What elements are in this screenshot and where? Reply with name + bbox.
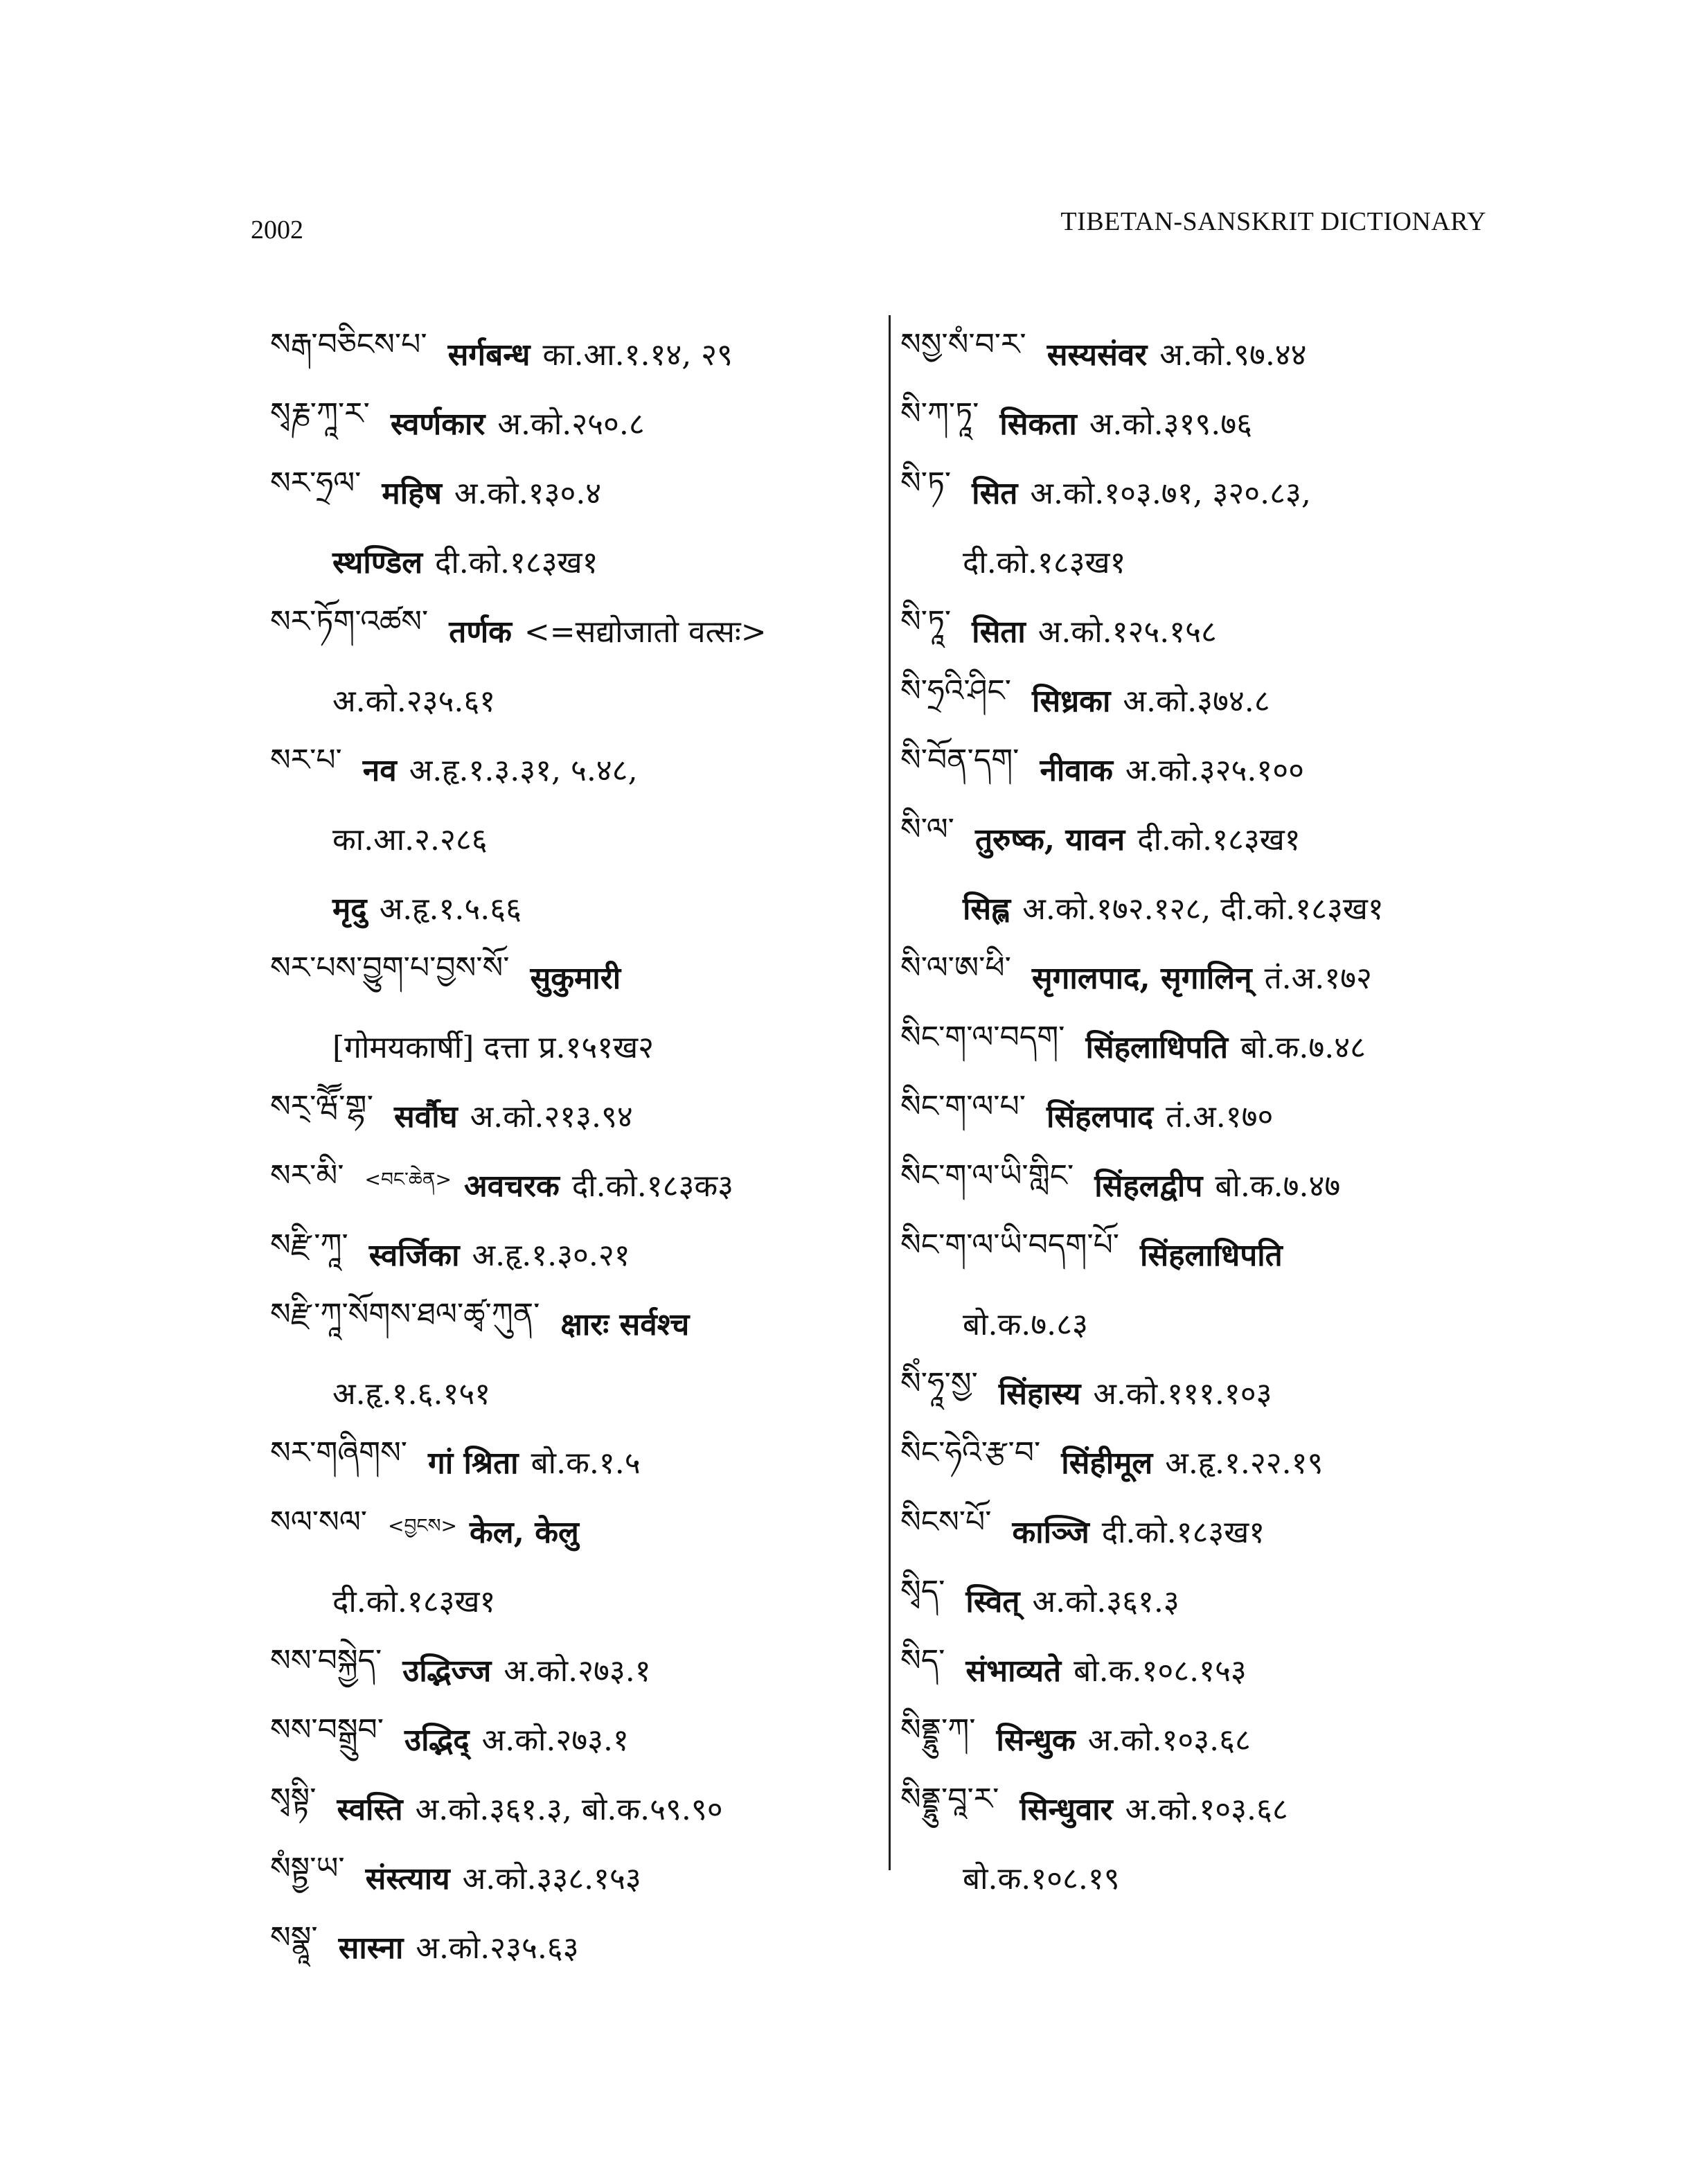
tibetan-headword: སལ་སལ་	[270, 1504, 368, 1540]
sanskrit-equivalent: सर्वौघ	[394, 1099, 458, 1135]
tibetan-headword: སསྣཱ་	[270, 1920, 318, 1955]
source-reference: अ.को.२१३.९४	[470, 1099, 633, 1135]
dictionary-entry	[270, 1150, 893, 1219]
source-reference: बो.क.१०८.१५३	[1074, 1653, 1247, 1689]
tibetan-headword: སིད་	[900, 1643, 945, 1678]
dictionary-entry	[900, 942, 1524, 1011]
tibetan-headword: སར་གཞིགས་	[270, 1435, 408, 1471]
source-reference: [गोमयकार्षी] दत्ता प्र.१५१ख२	[332, 1030, 654, 1065]
entry-continuation	[270, 526, 893, 596]
entry-continuation	[900, 1288, 1524, 1358]
source-reference: अ.को.१०३.७१, ३२०.८३,	[1030, 476, 1311, 511]
source-reference: का.आ.२.२८६	[332, 822, 488, 858]
source-reference: अ.को.२७३.१	[504, 1653, 651, 1689]
tibetan-headword: སི་བོན་དག་	[900, 743, 1019, 778]
sanskrit-equivalent: नीवाक	[1040, 753, 1113, 788]
dictionary-entry	[270, 1219, 893, 1288]
dictionary-entry	[900, 1496, 1524, 1565]
sanskrit-equivalent: अवचरक	[464, 1169, 560, 1204]
sanskrit-equivalent: काञ्जि	[1012, 1515, 1089, 1550]
source-reference: बो.क.१०८.१९	[963, 1861, 1120, 1897]
tibetan-headword: སར་པ་	[270, 743, 342, 778]
dictionary-entry	[900, 596, 1524, 665]
entry-continuation	[900, 1843, 1524, 1912]
tibetan-headword: སསྱ་སཾ་བ་ར་	[900, 327, 1026, 362]
grammatical-note: <བྱངས>	[388, 1513, 457, 1537]
dictionary-entry	[270, 734, 893, 804]
source-reference: अ.को.१७२.१२८, दी.को.१८३ख१	[1022, 891, 1384, 927]
tibetan-headword: སི་ཏཱ་	[900, 604, 952, 639]
entry-continuation	[270, 1358, 893, 1427]
dictionary-entry	[270, 1635, 893, 1704]
tibetan-headword: སས་བསྐྱེད་	[270, 1643, 382, 1678]
right-column	[900, 319, 1524, 1912]
source-reference: अ.को.३७४.८	[1123, 684, 1270, 719]
source-reference: अ.को.१०३.६८	[1087, 1723, 1251, 1758]
sanskrit-equivalent: सिन्धुवार	[1019, 1792, 1113, 1827]
dictionary-entry	[270, 1427, 893, 1496]
dictionary-entry	[900, 1011, 1524, 1081]
source-reference: दी.को.१८३ख१	[435, 545, 598, 580]
dictionary-entry	[270, 1843, 893, 1912]
sanskrit-equivalent: क्षारः सर्वश्च	[560, 1307, 690, 1342]
tibetan-headword: སར་མི་	[270, 1158, 344, 1193]
dictionary-entry	[900, 319, 1524, 388]
dictionary-entry	[900, 388, 1524, 457]
source-reference: का.आ.१.१४, २९	[542, 337, 733, 373]
dictionary-entry	[900, 1427, 1524, 1496]
sanskrit-equivalent: उद्भिद्	[404, 1723, 470, 1758]
source-reference: दी.को.१८३ख१	[1101, 1515, 1265, 1550]
sanskrit-equivalent: सिंहीमूल	[1061, 1446, 1153, 1481]
tibetan-headword: སི་ཧྲའི་ཤིང་	[900, 673, 1011, 709]
source-reference: अ.हृ.१.५.६६	[379, 891, 522, 927]
source-reference: अ.को.१३०.४	[454, 476, 602, 511]
source-reference: अ.को.३६१.३, बो.क.५९.९०	[415, 1792, 723, 1827]
source-reference: दी.को.१८३क३	[571, 1169, 734, 1204]
tibetan-headword: སརྒ་བཅིངས་པ་	[270, 327, 427, 362]
dictionary-entry	[900, 1565, 1524, 1635]
tibetan-headword: སིཾ་ཧཱ་སྱ་	[900, 1366, 978, 1401]
source-reference: बो.क.७.४७	[1215, 1169, 1341, 1204]
dictionary-entry	[900, 1358, 1524, 1427]
tibetan-headword: སྭརྞ་ཀཱ་ར་	[270, 396, 370, 432]
tibetan-headword: སིང་ག་ལ་པ་	[900, 1089, 1026, 1124]
tibetan-headword: སིངས་པོ་	[900, 1504, 992, 1540]
sanskrit-equivalent: महिष	[382, 476, 442, 511]
source-reference: <=सद्योजातो वत्सः>	[524, 614, 767, 650]
tibetan-headword: སར྄་ཝཽ་གྷ་	[270, 1089, 374, 1124]
tibetan-headword: སིནྡྷུ་བཱ་ར་	[900, 1782, 999, 1817]
sanskrit-equivalent: नव	[362, 753, 397, 788]
page-number: 2002	[251, 215, 303, 245]
sanskrit-equivalent: सिंहलाधिपति	[1140, 1238, 1283, 1273]
source-reference: अ.को.१११.१०३	[1093, 1376, 1272, 1412]
source-reference: दी.को.१८३ख१	[963, 545, 1126, 580]
dictionary-entry	[900, 1773, 1524, 1843]
source-reference: दी.को.१८३ख१	[332, 1584, 496, 1619]
source-reference: अ.को.१२५.१५८	[1037, 614, 1217, 650]
sanskrit-equivalent: सिन्धुक	[996, 1723, 1076, 1758]
sanskrit-equivalent: स्वित्	[965, 1584, 1020, 1619]
tibetan-headword: སྭསྟི་	[270, 1782, 317, 1817]
sanskrit-equivalent: सिह्ल	[963, 891, 1010, 927]
sanskrit-equivalent: सुकुमारी	[530, 961, 621, 996]
sanskrit-equivalent: स्वर्णकार	[390, 407, 486, 442]
dictionary-entry	[900, 1081, 1524, 1150]
source-reference: अ.हृ.१.६.१५१	[332, 1376, 491, 1412]
entry-continuation	[270, 1565, 893, 1635]
sanskrit-equivalent: तुरुष्क, यावन	[974, 822, 1125, 858]
dictionary-entry	[900, 1635, 1524, 1704]
entry-continuation	[270, 665, 893, 734]
sanskrit-equivalent: केल, केलु	[469, 1515, 579, 1550]
sanskrit-equivalent: सिंहलद्वीप	[1094, 1169, 1203, 1204]
dictionary-entry	[900, 804, 1524, 873]
sanskrit-equivalent: सित	[972, 476, 1018, 511]
sanskrit-equivalent: सास्ना	[338, 1930, 404, 1966]
tibetan-headword: སིང་ཧེའི་རྩ་བ་	[900, 1435, 1041, 1471]
source-reference: अ.हृ.१.३०.२१	[472, 1238, 630, 1273]
source-reference: अ.को.३३८.१५३	[462, 1861, 641, 1897]
source-reference: बो.क.१.५	[531, 1446, 641, 1481]
sanskrit-equivalent: उद्भिज्ज	[402, 1653, 492, 1689]
tibetan-headword: སིང་ག་ལ་ཡི་གླིང་	[900, 1158, 1074, 1193]
tibetan-headword: སར་པས་བྱུག་པ་བྱས་སོ་	[270, 950, 510, 986]
dictionary-entry	[900, 457, 1524, 526]
tibetan-headword: སར་ཏོག་འཚས་	[270, 604, 429, 639]
dictionary-entry	[270, 1288, 893, 1358]
tibetan-headword: སར་ཧྲལ་	[270, 465, 362, 501]
dictionary-entry	[270, 1081, 893, 1150]
dictionary-entry	[900, 665, 1524, 734]
source-reference: अ.को.२३५.६३	[416, 1930, 579, 1966]
source-reference: बो.क.७.८३	[963, 1307, 1088, 1342]
sanskrit-equivalent: स्वर्जिका	[368, 1238, 460, 1273]
source-reference: अ.को.१०३.६८	[1125, 1792, 1288, 1827]
tibetan-headword: སི་ལ་	[900, 812, 954, 847]
source-reference: तं.अ.१७०	[1166, 1099, 1274, 1135]
tibetan-headword: སིང་ག་ལ་བདག་	[900, 1020, 1065, 1055]
entry-continuation	[270, 1011, 893, 1081]
tibetan-headword: སིནྡྷུ་ཀ་	[900, 1712, 976, 1748]
sanskrit-equivalent: सिध्रका	[1031, 684, 1111, 719]
source-reference: अ.को.२५०.८	[497, 407, 645, 442]
dictionary-entry	[270, 596, 893, 665]
tibetan-headword: སིང་ག་ལ་ཡི་བདག་པོ་	[900, 1227, 1120, 1263]
tibetan-headword: སརྫི་ཀཱ་	[270, 1227, 348, 1263]
dictionary-entry	[900, 734, 1524, 804]
source-reference: बो.क.७.४८	[1240, 1030, 1366, 1065]
tibetan-headword: སི་ཀ་ཏཱ་	[900, 396, 979, 432]
dictionary-entry	[270, 942, 893, 1011]
tibetan-headword: སས་བསྒྲུབ་	[270, 1712, 384, 1748]
dictionary-entry	[270, 319, 893, 388]
dictionary-entry	[270, 1704, 893, 1773]
sanskrit-equivalent: संभाव्यते	[965, 1653, 1062, 1689]
source-reference: अ.हृ.१.२२.१९	[1165, 1446, 1324, 1481]
source-reference: अ.हृ.१.३.३१, ५.४८,	[409, 753, 638, 788]
dictionary-entry	[270, 457, 893, 526]
entry-continuation	[900, 526, 1524, 596]
tibetan-headword: སི་ལ་ཨ་ཕི་	[900, 950, 1011, 986]
dictionary-entry	[270, 1912, 893, 1981]
entry-continuation	[270, 804, 893, 873]
dictionary-entry	[270, 1496, 893, 1565]
sanskrit-equivalent: सर्गबन्ध	[447, 337, 531, 373]
left-column	[270, 319, 893, 1981]
source-reference: अ.को.२३५.६१	[332, 684, 496, 719]
dictionary-entry	[900, 1150, 1524, 1219]
source-reference: तं.अ.१७२	[1264, 961, 1372, 996]
dictionary-entry	[270, 1773, 893, 1843]
sanskrit-equivalent: स्वस्ति	[337, 1792, 403, 1827]
sanskrit-equivalent: संस्त्याय	[365, 1861, 450, 1897]
sanskrit-equivalent: सिंहलाधिपति	[1085, 1030, 1229, 1065]
source-reference: अ.को.२७३.१	[481, 1723, 629, 1758]
sanskrit-equivalent: तर्णक	[449, 614, 512, 650]
tibetan-headword: སརྫི་ཀཱ་སོགས་ཐལ་ཚྭ་ཀུན་	[270, 1297, 540, 1332]
sanskrit-equivalent: सिता	[972, 614, 1026, 650]
sanskrit-equivalent: सस्यसंवर	[1047, 337, 1148, 373]
sanskrit-equivalent: सिकता	[999, 407, 1077, 442]
sanskrit-equivalent: स्थण्डिल	[332, 545, 423, 580]
source-reference: दी.को.१८३ख१	[1137, 822, 1301, 858]
entry-continuation	[270, 873, 893, 942]
sanskrit-equivalent: सिंहास्य	[998, 1376, 1081, 1412]
tibetan-headword: སི་ཏ་	[900, 465, 952, 501]
tibetan-headword: སྭིད་	[900, 1574, 945, 1609]
source-reference: अ.को.३६१.३	[1032, 1584, 1179, 1619]
tibetan-headword: སཾསྟྱ་ཡ་	[270, 1851, 345, 1886]
sanskrit-equivalent: मृदु	[332, 891, 367, 927]
dictionary-entry	[270, 388, 893, 457]
sanskrit-equivalent: सृगालपाद, सृगालिन्	[1031, 961, 1252, 996]
source-reference: अ.को.३२५.१००	[1125, 753, 1304, 788]
running-title: TIBETAN-SANSKRIT DICTIONARY	[1060, 207, 1486, 236]
source-reference: अ.को.९७.४४	[1159, 337, 1307, 373]
dictionary-entry	[900, 1704, 1524, 1773]
dictionary-entry	[900, 1219, 1524, 1288]
sanskrit-equivalent: सिंहलपाद	[1046, 1099, 1154, 1135]
grammatical-note: <བང་ཆེན>	[364, 1167, 452, 1191]
source-reference: अ.को.३१९.७६	[1089, 407, 1252, 442]
entry-continuation	[900, 873, 1524, 942]
sanskrit-equivalent: गां श्रिता	[428, 1446, 519, 1481]
